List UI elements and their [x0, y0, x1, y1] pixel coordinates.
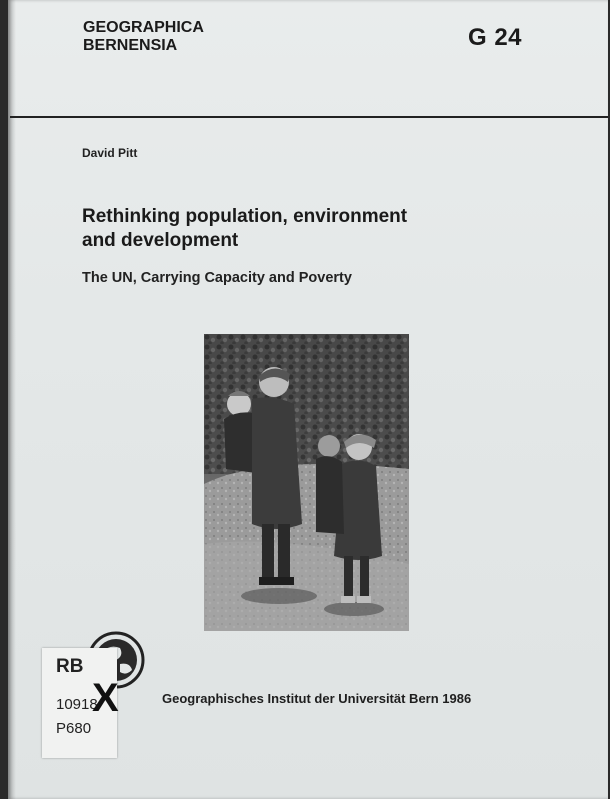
series-line-2: BERNENSIA — [83, 37, 178, 54]
series-line-1: GEOGRAPHICA — [83, 19, 204, 36]
title-line-1: Rethinking population, environment — [82, 206, 408, 227]
spine-shadow — [8, 0, 16, 799]
header-rule — [10, 116, 608, 118]
series-name — [83, 19, 204, 55]
book-title — [82, 205, 407, 253]
title-line-2: and development — [82, 230, 239, 251]
library-label — [42, 648, 117, 758]
label-line-1: RB — [56, 656, 84, 677]
publisher-line: Geographisches Institut der Universität Bern 1986 — [162, 691, 472, 706]
book-subtitle: The UN, Carrying Capacity and Poverty — [82, 270, 352, 286]
volume-number: G 24 — [468, 24, 523, 51]
label-line-2: 10918 — [56, 696, 98, 713]
cover-photo — [204, 334, 409, 631]
label-cross-mark: X — [92, 676, 119, 720]
author-name: David Pitt — [82, 146, 138, 160]
label-line-3: P680 — [56, 720, 92, 737]
photo-children-hillside — [204, 334, 409, 631]
